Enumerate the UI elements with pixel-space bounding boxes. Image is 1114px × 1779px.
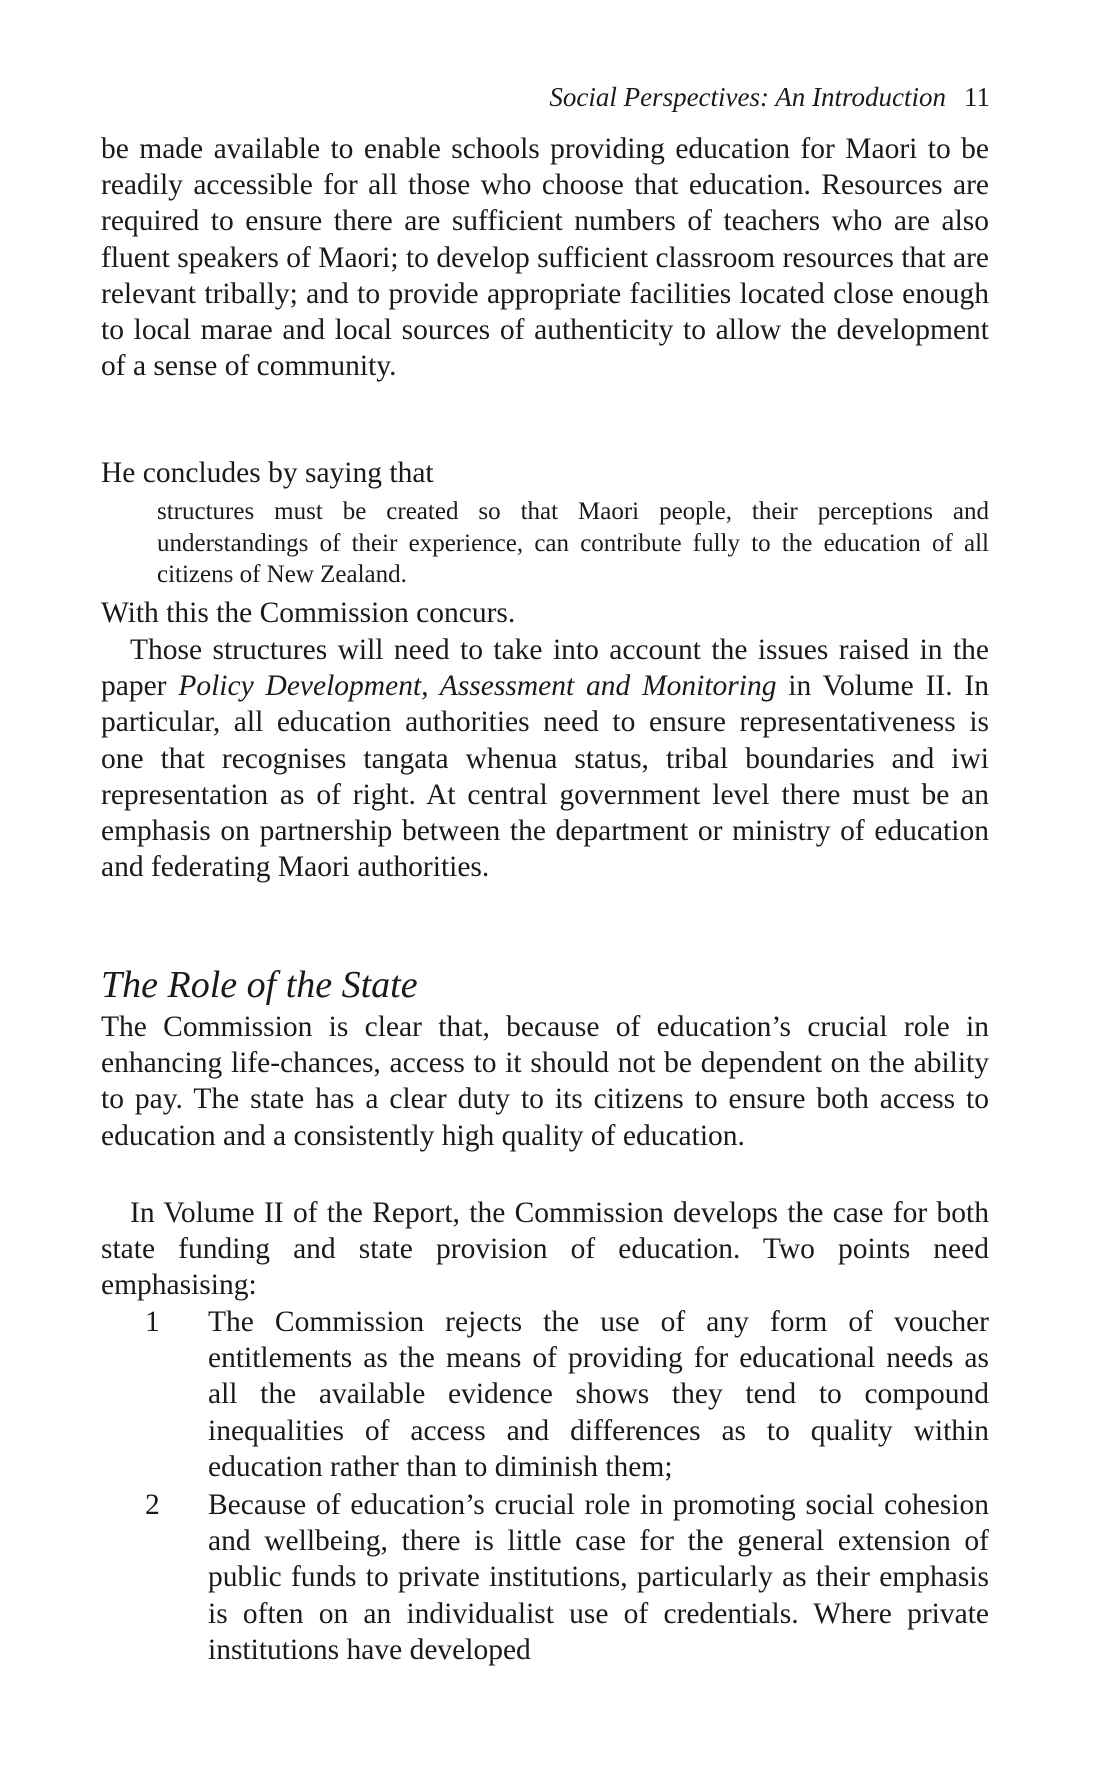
- paragraph-text-start: Those structures will need to take into account the issues raised in the paper: [101, 634, 989, 703]
- paragraph-text: He concludes by saying that: [101, 457, 434, 489]
- paragraph-text-end: in Volume II. In particular, all education authorities need to ensure representativeness is one that recognises tangata whenua status, tribal boundaries and iwi representation as of right. At central government level there must be an emphasis on partnership between the department or ministry of education and federating Maori authorities.: [101, 670, 989, 884]
- block-quote-text: structures must be created so that Maori people, their perceptions and understandings of their experience, can contribute fully to the education of all citizens of New Zealand.: [157, 498, 989, 588]
- paragraph-text: The Commission is clear that, because of education’s crucial role in enhancing life-chances, access to it should not be dependent on the ability to pay. The state has a clear duty to its citizens to ensure both access to education and a consistently high quality of education.: [101, 1011, 989, 1152]
- section-heading: The Role of the State: [101, 964, 418, 1006]
- paragraph-role-of-state: [101, 1009, 989, 1154]
- running-head-title: Social Perspectives: An Introduction: [549, 82, 946, 112]
- paragraph-intro-quote: [101, 455, 989, 491]
- list-item: [101, 1487, 989, 1668]
- page-number: 11: [964, 82, 990, 112]
- paragraph-text: With this the Commission concurs.: [101, 597, 516, 629]
- paragraph-volume-two: [101, 1195, 989, 1304]
- paragraph-text: be made available to enable schools providing education for Maori to be readily accessible for all those who choose that education. Resources are required to ensure there are sufficient numbers of teachers who are also fluent speakers of Maori; to develop sufficient classroom resources that are relevant tribally; and to provide appropriate facilities located close enough to local marae and local sources of authenticity to allow the development of a sense of community.: [101, 133, 989, 383]
- list-item-number: 1: [145, 1306, 160, 1338]
- list-item: [101, 1304, 989, 1485]
- list-item-text: The Commission rejects the use of any form of voucher entitlements as the means of providing for educational needs as all the available evidence shows they tend to compound inequalities of access and differences as to quality within education rather than to diminish them;: [208, 1306, 989, 1483]
- running-head: [0, 80, 990, 114]
- paper-title-italic: Policy Development, Assessment and Monitoring: [178, 670, 777, 703]
- paragraph-text: [101, 632, 989, 885]
- paragraph-concurs: [101, 595, 989, 631]
- paragraph-text: In Volume II of the Report, the Commission develops the case for both state funding and state provision of education. Two points need emphasising:: [101, 1197, 989, 1302]
- paragraph-continued: [101, 131, 989, 384]
- list-item-number: 2: [145, 1489, 160, 1521]
- list-item-text: Because of education’s crucial role in promoting social cohesion and wellbeing, there is little case for the general extension of public funds to private institutions, particularly as their emphasis is often on an individualist use of credentials. Where private institutions have developed: [208, 1489, 989, 1666]
- block-quote: [157, 496, 989, 591]
- paragraph-structures: [101, 632, 989, 885]
